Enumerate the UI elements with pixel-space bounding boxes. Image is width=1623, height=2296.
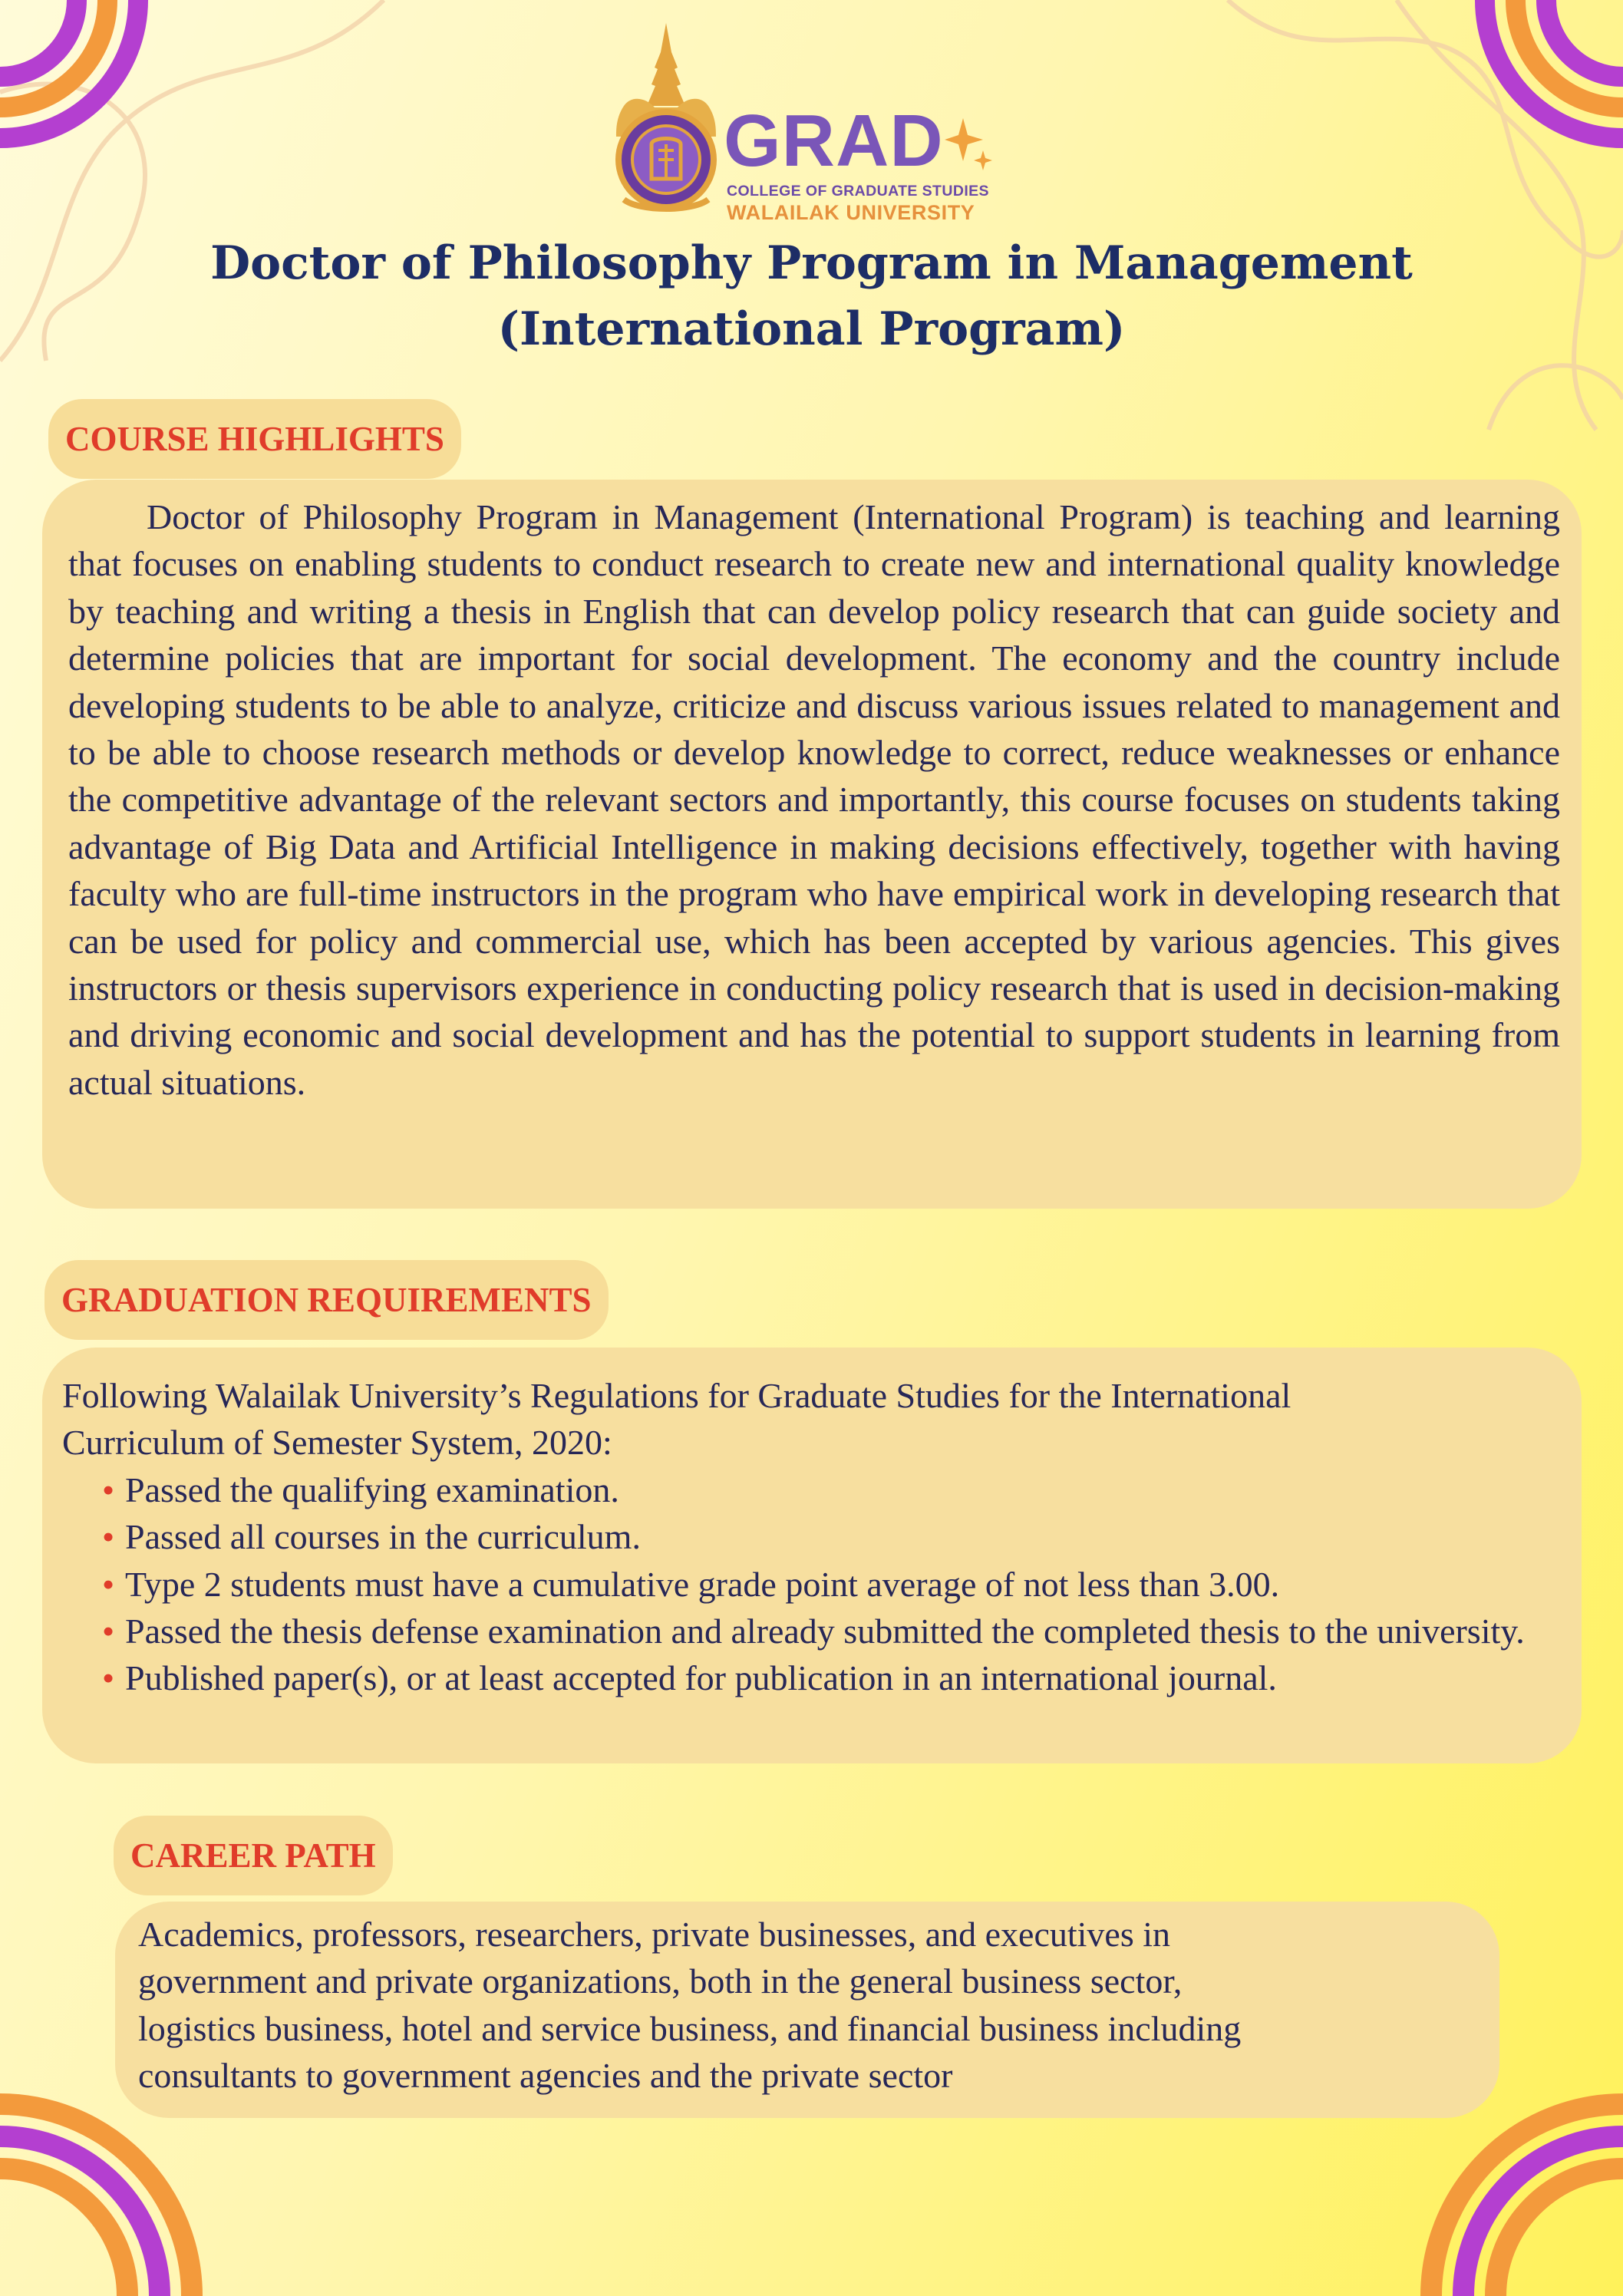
graduation-requirements-heading: GRADUATION REQUIREMENTS [45, 1260, 609, 1340]
corner-arcs-top-right [1485, 0, 1623, 138]
bullet: • [102, 1564, 115, 1604]
list-item: • Passed the thesis defense examination and already submitted the completed thesis to the university. [102, 1608, 1566, 1654]
corner-arcs-bottom-left [0, 2104, 192, 2296]
title-line-1: Doctor of Philosophy Program in Management [210, 236, 1413, 290]
college-name: COLLEGE OF GRADUATE STUDIES [727, 183, 989, 200]
career-path-line-4: consultants to government agencies and the private sector [138, 2056, 953, 2096]
graduation-requirements-box [42, 1348, 1582, 1763]
course-highlights-heading: COURSE HIGHLIGHTS [48, 399, 461, 479]
university-seal-icon [601, 21, 731, 213]
sparkle-icon [945, 112, 992, 173]
grad-wordmark: GRAD [724, 100, 944, 182]
page-title [77, 230, 1546, 362]
career-path-line-3: logistics business, hotel and service business, and financial business including [138, 2008, 1242, 2048]
career-path-heading: CAREER PATH [114, 1816, 393, 1895]
corner-arcs-top-left [0, 0, 138, 138]
graduation-intro-line-1: Following Walailak University’s Regulations for Graduate Studies for the International [62, 1376, 1291, 1415]
list-item: • Published paper(s), or at least accepted for publication in an international journal. [102, 1654, 1566, 1701]
bullet: • [102, 1517, 115, 1557]
list-item: • Passed all courses in the curriculum. [102, 1513, 1566, 1560]
bullet: • [102, 1470, 115, 1509]
list-item: • Type 2 students must have a cumulative grade point average of not less than 3.00. [102, 1561, 1566, 1608]
graduation-intro-line-2: Curriculum of Semester System, 2020: [62, 1423, 612, 1463]
bullet: • [102, 1658, 115, 1698]
university-name: WALAILAK UNIVERSITY [727, 201, 975, 224]
list-item: • Passed the qualifying examination. [102, 1466, 1566, 1513]
career-path-line-1: Academics, professors, researchers, private businesses, and executives in [138, 1915, 1171, 1954]
corner-arcs-bottom-right [1431, 2104, 1623, 2296]
title-line-2: (International Program) [497, 302, 1126, 356]
bullet: • [102, 1611, 115, 1651]
course-highlights-box [42, 480, 1582, 1209]
grad-logo [601, 21, 1000, 224]
graduation-requirements-list [62, 1466, 1566, 1702]
career-path-box [115, 1902, 1499, 2118]
course-highlights-text: Doctor of Philosophy Program in Management (International Program) is teaching and learning that focuses on enabling students to conduct research to create new and international quality knowledge by teaching and writing a thesis in English that can develop policy research that can guide society and determine policies that are important for social development. The economy and the country include developing students to be able to analyze, criticize and discuss various issues related to management and to be able to choose research methods or develop knowledge to correct, reduce weaknesses or enhance the competitive advantage of the relevant sectors and importantly, this course focuses on students taking advantage of Big Data and Artificial Intelligence in making decisions effectively, together with having faculty who are full-time instructors in the program who have empirical work in developing research that can be used for policy and commercial use, which has been accepted by various agencies. This gives instructors or thesis supervisors experience in conducting policy research that is used in decision-making and driving economic and social development and has the potential to support students in learning from actual situations. [68, 497, 1560, 1102]
career-path-line-2: government and private organizations, both in the general business sector, [138, 1961, 1183, 2001]
